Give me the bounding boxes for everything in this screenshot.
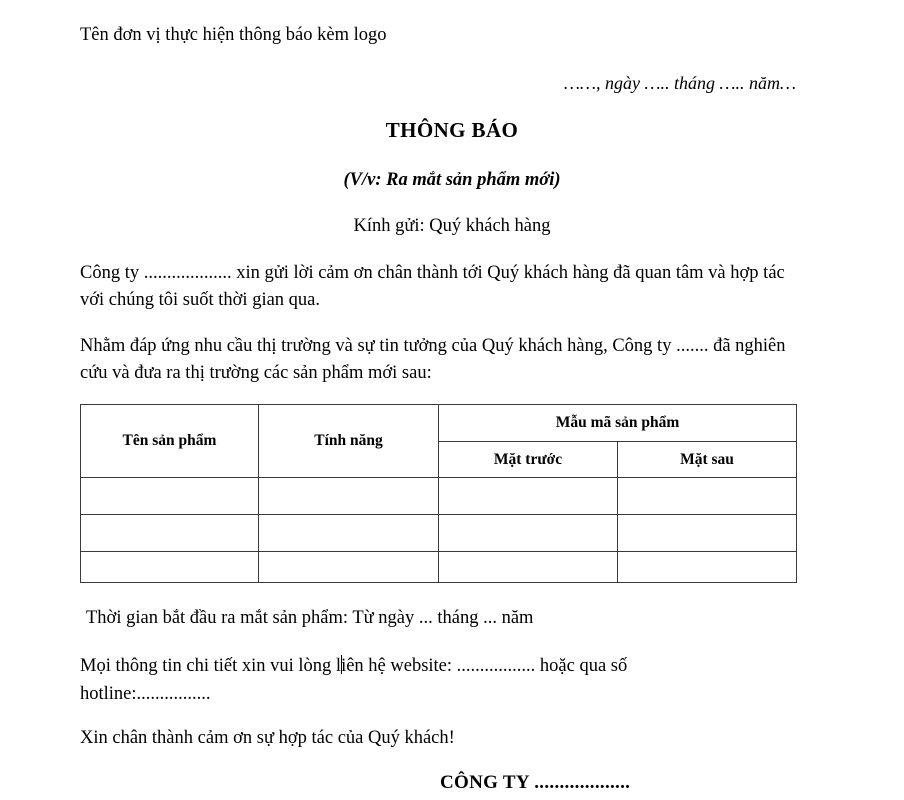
cell-product-name[interactable] <box>81 515 259 552</box>
signature-company-line: CÔNG TY ................... <box>440 772 631 793</box>
header-product-name: Tên sản phẩm <box>81 405 259 478</box>
body-paragraph-intro: Nhằm đáp ứng nhu cầu thị trường và sự tin tưởng của Quý khách hàng, Công ty ....... đã nghiên cứu và đưa ra thị trường các sản phẩm mới sau: <box>80 336 786 383</box>
contact-text-after-caret: iên hệ website: ................. hoặc qua số hotline:................ <box>80 656 628 704</box>
contact-text-before-caret: Mọi thông tin chi tiết xin vui lòng l <box>80 656 342 676</box>
launch-time-line: Thời gian bắt đầu ra mắt sản phẩm: Từ ngày ... tháng ... năm <box>86 608 534 628</box>
product-table <box>80 404 797 583</box>
cell-feature[interactable] <box>259 515 439 552</box>
cell-product-name[interactable] <box>81 552 259 583</box>
product-table-head <box>81 405 797 478</box>
header-feature: Tính năng <box>259 405 439 478</box>
document-title: THÔNG BÁO <box>385 118 519 142</box>
cell-front-side[interactable] <box>439 552 618 583</box>
contact-paragraph <box>80 652 720 708</box>
cell-feature[interactable] <box>259 478 439 515</box>
date-place-line: ……, ngày ….. tháng ….. năm… <box>563 73 796 93</box>
cell-front-side[interactable] <box>439 515 618 552</box>
header-back-side: Mặt sau <box>618 442 797 478</box>
table-header-row-1 <box>81 405 797 442</box>
header-sample-group: Mẫu mã sản phẩm <box>439 405 797 442</box>
table-row <box>81 552 797 583</box>
document-subtitle: (V/v: Ra mắt sản phẩm mới) <box>343 170 561 190</box>
product-table-body <box>81 478 797 583</box>
cell-back-side[interactable] <box>618 515 797 552</box>
table-row <box>81 478 797 515</box>
cell-back-side[interactable] <box>618 478 797 515</box>
table-row <box>81 515 797 552</box>
recipient-line: Kính gửi: Quý khách hàng <box>353 216 551 236</box>
body-paragraph-thanks: Công ty ................... xin gửi lời cảm ơn chân thành tới Quý khách hàng đã quan tâm và hợp tác với chúng tôi suốt thời gian qua. <box>80 263 785 310</box>
closing-thanks-line: Xin chân thành cảm ơn sự hợp tác của Quý khách! <box>80 728 455 748</box>
cell-back-side[interactable] <box>618 552 797 583</box>
cell-feature[interactable] <box>259 552 439 583</box>
header-front-side: Mặt trước <box>439 442 618 478</box>
cell-product-name[interactable] <box>81 478 259 515</box>
cell-front-side[interactable] <box>439 478 618 515</box>
organization-name-line: Tên đơn vị thực hiện thông báo kèm logo <box>80 25 387 45</box>
